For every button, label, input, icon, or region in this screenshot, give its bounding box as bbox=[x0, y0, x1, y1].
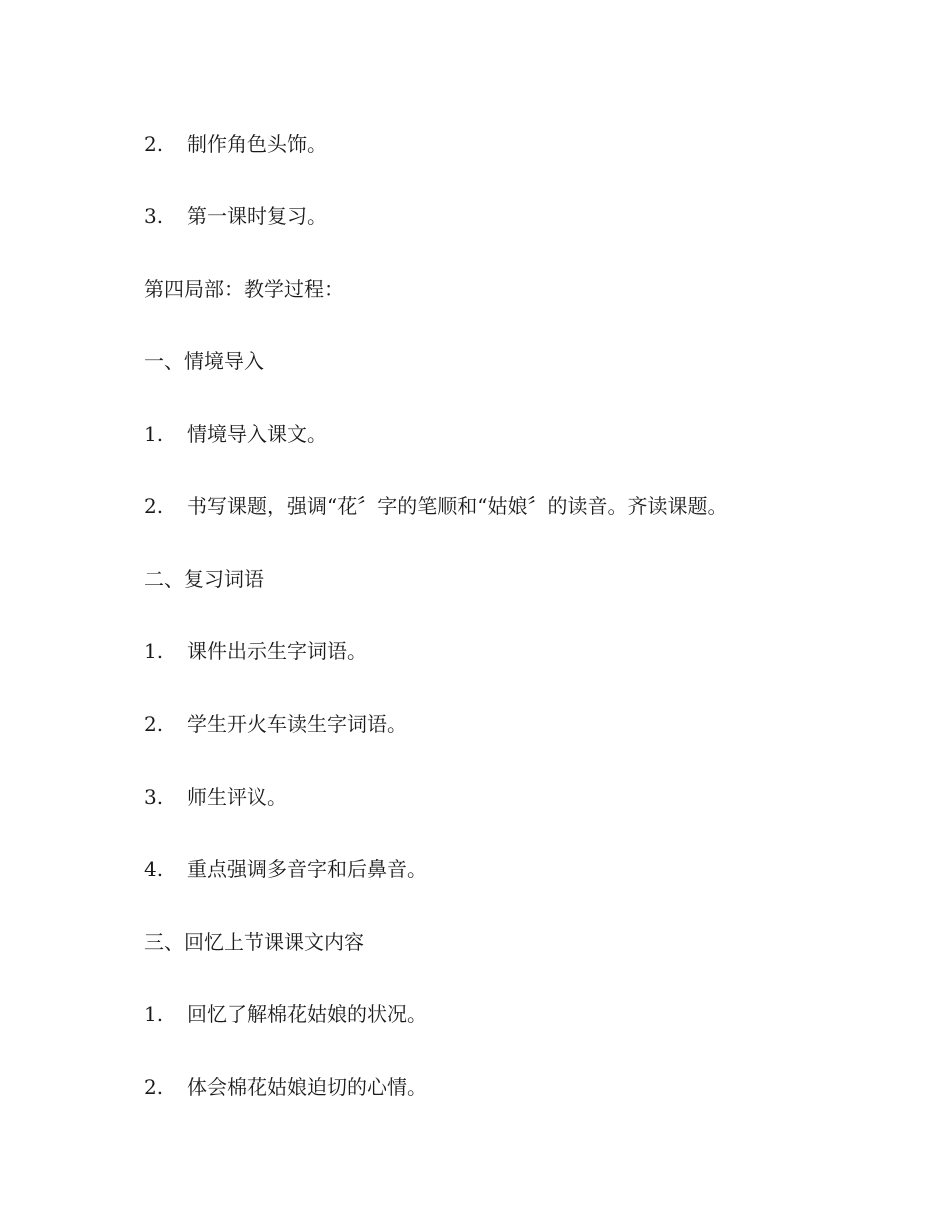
section-heading-part-four bbox=[144, 275, 344, 303]
item-number: 2. bbox=[144, 132, 164, 156]
item-text: 情境导入课文。 bbox=[187, 422, 327, 446]
item-number: 3. bbox=[144, 785, 164, 809]
item-number: 2. bbox=[144, 712, 164, 736]
item-number: 1. bbox=[144, 639, 164, 663]
list-item-review bbox=[144, 202, 327, 230]
item-text: 书写课题，强调“花〞字的笔顺和“姑娘〞的读音。齐读课题。 bbox=[187, 494, 728, 518]
list-item-recall-status bbox=[144, 1000, 427, 1028]
item-text: 学生开火车读生字词语。 bbox=[187, 712, 407, 736]
item-text: 第一课时复习。 bbox=[187, 204, 327, 228]
item-number: 3. bbox=[144, 204, 164, 228]
item-number: 2. bbox=[144, 1075, 164, 1099]
item-number: 2. bbox=[144, 494, 164, 518]
heading-text: 三、回忆上节课课文内容 bbox=[144, 930, 364, 954]
section-heading-one bbox=[144, 347, 264, 375]
item-text: 制作角色头饰。 bbox=[187, 132, 327, 156]
list-item-write-title bbox=[144, 492, 727, 520]
item-text: 课件出示生字词语。 bbox=[187, 639, 367, 663]
item-number: 1. bbox=[144, 1002, 164, 1026]
item-text: 重点强调多音字和后鼻音。 bbox=[187, 857, 427, 881]
heading-text: 一、情境导入 bbox=[144, 349, 264, 373]
section-heading-three bbox=[144, 928, 364, 956]
list-item-show-words bbox=[144, 637, 367, 665]
list-item-read-words bbox=[144, 710, 407, 738]
item-text: 师生评议。 bbox=[187, 785, 287, 809]
item-number: 4. bbox=[144, 857, 164, 881]
item-text: 体会棉花姑娘迫切的心情。 bbox=[187, 1075, 427, 1099]
list-item-make-headwear bbox=[144, 130, 327, 158]
list-item-introduce-text bbox=[144, 420, 327, 448]
list-item-evaluate bbox=[144, 783, 287, 811]
item-number: 1. bbox=[144, 422, 164, 446]
list-item-feel-mood bbox=[144, 1073, 427, 1101]
list-item-emphasize bbox=[144, 855, 427, 883]
heading-text: 第四局部：教学过程： bbox=[144, 277, 344, 301]
heading-text: 二、复习词语 bbox=[144, 567, 264, 591]
section-heading-two bbox=[144, 565, 264, 593]
item-text: 回忆了解棉花姑娘的状况。 bbox=[187, 1002, 427, 1026]
